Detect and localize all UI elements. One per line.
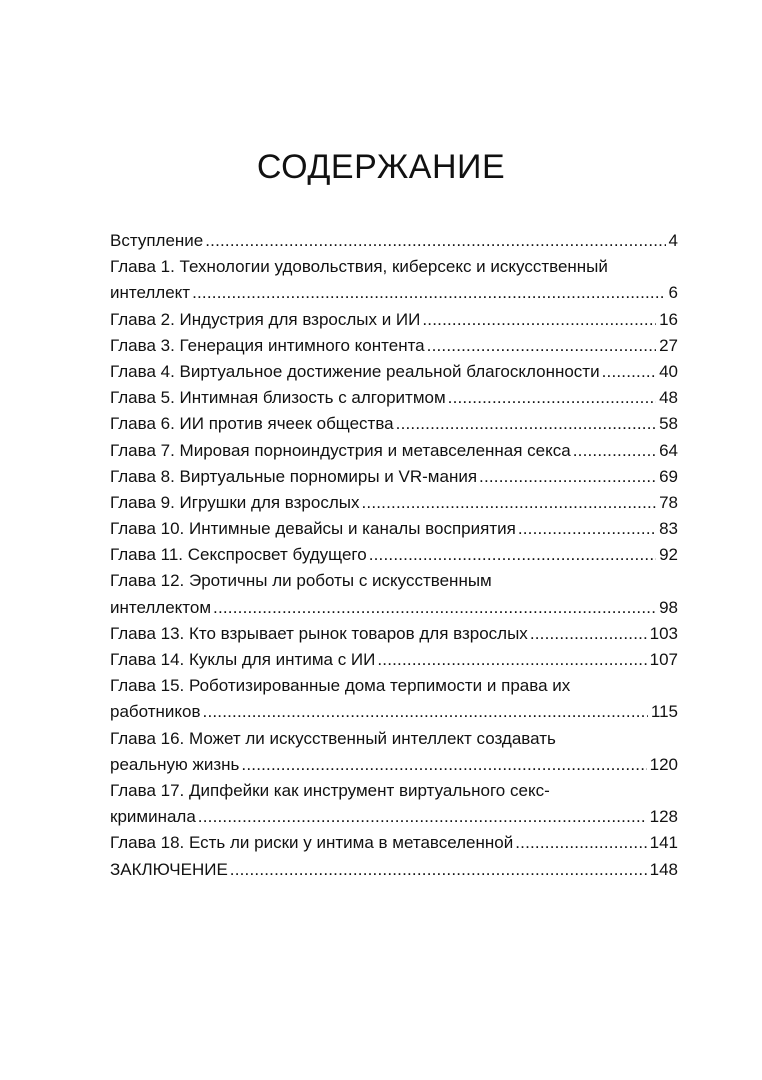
dot-leader: [530, 621, 647, 647]
toc-entry-title-line: Глава 15. Роботизированные дома терпимости и права их: [110, 676, 571, 696]
toc-entry: [110, 621, 678, 647]
toc-entry-title-line: Глава 16. Может ли искусственный интеллект создавать: [110, 728, 556, 748]
toc-entry: [110, 647, 678, 673]
dot-leader: [241, 752, 646, 778]
dot-leader: [377, 647, 646, 673]
toc-entry-page-number: 141: [649, 833, 678, 853]
toc-entry-title-line: Глава 17. Дипфейки как инструмент виртуального секс-: [110, 780, 550, 800]
toc-entry-page-number: 6: [668, 283, 678, 303]
toc-entry: [110, 359, 678, 385]
dot-leader: [573, 438, 656, 464]
toc-entry-label: Глава 13. Кто взрывает рынок товаров для взрослых: [110, 623, 528, 643]
toc-entry: [110, 830, 678, 856]
toc-entry-label: Глава 11. Секспросвет будущего: [110, 545, 367, 565]
toc-entry-label: Глава 8. Виртуальные порномиры и VR-мания: [110, 466, 478, 486]
toc-entry-line: [110, 464, 678, 490]
toc-entry-page-number: 64: [659, 440, 678, 460]
toc-entry-title-line: Глава 12. Эротичны ли роботы с искусственным: [110, 571, 492, 591]
toc-entry-line: [110, 699, 678, 725]
dot-leader: [479, 464, 656, 490]
toc-entry-label: Глава 18. Есть ли риски у интима в метавселенной: [110, 833, 514, 853]
toc-entry: [110, 516, 678, 542]
toc-entry-label: Вступление: [110, 231, 204, 250]
toc-entry-label: Глава 5. Интимная близость с алгоритмом: [110, 388, 446, 408]
toc-entry: [110, 673, 678, 725]
toc-entry: [110, 411, 678, 437]
toc-entry-label: Глава 10. Интимные девайсы и каналы восприятия: [110, 519, 516, 539]
toc-entry-line: [110, 228, 678, 254]
dot-leader: [203, 699, 648, 725]
dot-leader: [192, 280, 665, 306]
toc-entry-page-number: 120: [649, 754, 678, 774]
toc-entry-line: [110, 490, 678, 516]
toc-entry-line: [110, 385, 678, 411]
toc-entry: [110, 857, 678, 883]
dot-leader: [361, 490, 656, 516]
toc-entry-line: [110, 804, 678, 830]
toc-entry-label: ЗАКЛЮЧЕНИЕ: [110, 859, 228, 879]
toc-entry-page-number: 48: [659, 388, 678, 408]
toc-entry-page-number: 27: [659, 335, 678, 355]
dot-leader: [518, 516, 656, 542]
toc-entry-label: Глава 4. Виртуальное достижение реальной благосклонности: [110, 361, 600, 381]
toc-entry-page-number: 98: [659, 597, 678, 617]
toc-entry-label: Глава 14. Куклы для интима с ИИ: [110, 650, 376, 669]
dot-leader: [422, 307, 656, 333]
toc-entry-line: [110, 333, 678, 359]
toc-entry-label: интеллектом: [110, 597, 212, 617]
dot-leader: [205, 228, 665, 254]
toc-entry-line: [110, 307, 678, 333]
toc-entry: [110, 385, 678, 411]
toc-entry-line: [110, 595, 678, 621]
dot-leader: [602, 359, 656, 385]
dot-leader: [396, 411, 656, 437]
toc-entry-page-number: 83: [659, 519, 678, 539]
dot-leader: [427, 333, 656, 359]
toc-entry-label: криминала: [110, 807, 196, 827]
toc-entry-page-number: 92: [659, 545, 678, 565]
dot-leader: [448, 385, 656, 411]
toc-entry-line: [110, 621, 678, 647]
toc-entry-page-number: 58: [659, 414, 678, 434]
toc-entry-page-number: 128: [649, 807, 678, 827]
toc-entry-label: интеллект: [110, 283, 191, 303]
toc-entry-page-number: 4: [668, 231, 678, 250]
toc-entry-line: [110, 438, 678, 464]
toc-entry-line: [110, 280, 678, 306]
dot-leader: [515, 830, 646, 856]
toc-entry-label: Глава 3. Генерация интимного контента: [110, 335, 425, 355]
toc-entry-label: реальную жизнь: [110, 754, 240, 774]
toc-entry: [110, 254, 678, 306]
toc-entry-title-line: Глава 1. Технологии удовольствия, киберсекс и искусственный: [110, 257, 608, 277]
toc-entry: [110, 778, 678, 830]
toc-entry-line: [110, 542, 678, 568]
dot-leader: [213, 595, 656, 621]
toc-entry: [110, 726, 678, 778]
toc-entry: [110, 568, 678, 620]
toc-entry-line: [110, 411, 678, 437]
toc-entry: [110, 307, 678, 333]
toc-entry-line: [110, 647, 678, 673]
toc-entry-page-number: 103: [649, 623, 678, 643]
toc-entry-line: [110, 752, 678, 778]
toc-entry-line: [110, 359, 678, 385]
toc-entry-page-number: 148: [649, 859, 678, 879]
toc-entry-page-number: 107: [649, 650, 678, 669]
dot-leader: [198, 804, 647, 830]
toc-entry: [110, 333, 678, 359]
dot-leader: [369, 542, 656, 568]
toc-entry-page-number: 78: [659, 492, 678, 512]
toc-entry-page-number: 115: [650, 702, 678, 722]
toc-entry-page-number: 16: [659, 309, 678, 329]
toc-entry-page-number: 40: [659, 361, 678, 381]
page-title: СОДЕРЖАНИЕ: [256, 148, 506, 186]
toc-entry-page-number: 69: [659, 466, 678, 486]
toc-entry-label: работников: [110, 702, 201, 722]
toc-entry: [110, 464, 678, 490]
toc-entry-label: Глава 2. Индустрия для взрослых и ИИ: [110, 309, 421, 329]
dot-leader: [230, 857, 647, 883]
toc-entry: [110, 490, 678, 516]
toc-entry-line: [110, 857, 678, 883]
toc-entry: [110, 542, 678, 568]
toc-entry-line: [110, 516, 678, 542]
toc-entry-label: Глава 7. Мировая порноиндустрия и метавселенная секса: [110, 440, 571, 460]
toc-entry-label: Глава 9. Игрушки для взрослых: [110, 492, 360, 512]
table-of-contents: [110, 228, 678, 883]
toc-entry: [110, 228, 678, 254]
toc-entry-label: Глава 6. ИИ против ячеек общества: [110, 414, 394, 434]
toc-entry-line: [110, 830, 678, 856]
toc-entry: [110, 438, 678, 464]
